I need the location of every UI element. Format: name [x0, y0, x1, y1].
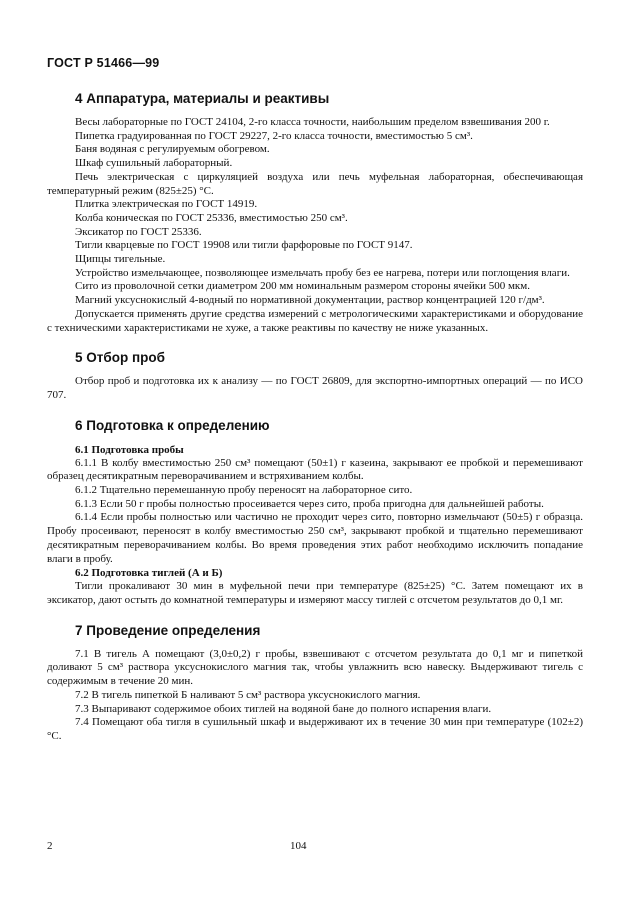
paragraph: Баня водяная с регулируемым обогревом. [75, 143, 270, 156]
paragraph: Тигли кварцевые по ГОСТ 19908 или тигли фарфоровые по ГОСТ 9147. [75, 239, 413, 252]
subsection-6-2-heading: 6.2 Подготовка тиглей (А и Б) [75, 567, 223, 580]
paragraph: Тигли прокаливают 30 мин в муфельной печи при температуре (825±25) °С. Затем помещают их в эксикатор, дают остыть до комнатной температуры и измеряют массу тиглей с отсчетом результатов до 0,1 мг. [47, 580, 583, 606]
paragraph: 6.1.4 Если пробы полностью или частично не проходит через сито, повторно измельчают (50±5) г образца. Пробу просеивают, переносят в колбу вместимостью 250 см³, закрывают пробкой и тщательно перемешивают десятикратным переворачиванием колбы. Во время проведения этих работ необходимо исключить попадание влаги в пробу. [47, 511, 583, 565]
paragraph: Пипетка градуированная по ГОСТ 29227, 2-го класса точности, вместимостью 5 см³. [75, 129, 473, 142]
page-number-center: 104 [290, 840, 307, 852]
paragraph: Плитка электрическая по ГОСТ 14919. [75, 198, 258, 211]
paragraph: 6.1.1 В колбу вместимостью 250 см³ помещают (50±1) г казеина, закрывают ее пробкой и перемешивают образец десятикратным переворачиванием и встряхиванием колбы. [47, 456, 583, 483]
paragraph: 7.4 Помещают оба тигля в сушильный шкаф и выдерживают их в течение 30 мин при температуре (102±2) °С. [47, 716, 583, 742]
paragraph: Сито из проволочной сетки диаметром 200 мм номинальным размером стороны ячейки 500 мкм. [75, 280, 530, 293]
paragraph: Шкаф сушильный лабораторный. [75, 157, 233, 170]
section-7-heading: 7 Проведение определения [75, 622, 261, 638]
paragraph: Колба коническая по ГОСТ 25336, вместимостью 250 см³. [75, 211, 348, 224]
document-body [47, 90, 583, 744]
paragraph: Магний уксуснокислый 4-водный по нормативной документации, раствор концентрацией 120 г/дм³. [75, 294, 545, 307]
paragraph: 6.1.3 Если 50 г пробы полностью просеивается через сито, проба пригодна для дальнейшей работы. [75, 497, 544, 510]
paragraph: 7.3 Выпаривают содержимое обоих тиглей на водяной бане до полного испарения влаги. [75, 702, 492, 715]
paragraph: 6.1.2 Тщательно перемешанную пробу переносят на лабораторное сито. [75, 484, 413, 497]
section-4-heading: 4 Аппаратура, материалы и реактивы [75, 91, 330, 106]
paragraph: Печь электрическая с циркуляцией воздуха или печь муфельная лабораторная, обеспечивающая температурный режим (825±25) °С. [47, 170, 583, 197]
section-6-heading: 6 Подготовка к определению [75, 417, 270, 433]
subsection-6-1-heading: 6.1 Подготовка пробы [75, 443, 184, 456]
paragraph: 7.1 В тигель А помещают (3,0±0,2) г пробы, взвешивают с отсчетом результата до 0,1 мг и пипеткой доливают 5 см³ раствора уксуснокислого магния так, чтобы увлажнить всю навеску. Выдерживают тигель с содержимым в течение 20 мин. [47, 647, 583, 688]
paragraph: Весы лабораторные по ГОСТ 24104, 2-го класса точности, наибольшим пределом взвешивания 200 г. [75, 116, 550, 128]
paragraph: Эксикатор по ГОСТ 25336. [75, 225, 202, 238]
paragraph: Щипцы тигельные. [75, 253, 166, 266]
paragraph: Устройство измельчающее, позволяющее измельчать пробу без ее нагрева, потери или поглощения влаги. [75, 266, 570, 279]
page-number-left: 2 [47, 840, 53, 852]
section-5-heading: 5 Отбор проб [75, 350, 165, 366]
paragraph: Отбор проб и подготовка их к анализу — по ГОСТ 26809, для экспортно-импортных операций — по ИСО 707. [47, 375, 583, 401]
paragraph: Допускается применять другие средства измерений с метрологическими характеристиками и оборудование с техническими характеристиками не хуже, а также реактивы по качеству не ниже указанных. [47, 307, 583, 334]
document-code: ГОСТ Р 51466—99 [47, 56, 160, 70]
paragraph: 7.2 В тигель пипеткой Б наливают 5 см³ раствора уксуснокислого магния. [75, 688, 421, 701]
